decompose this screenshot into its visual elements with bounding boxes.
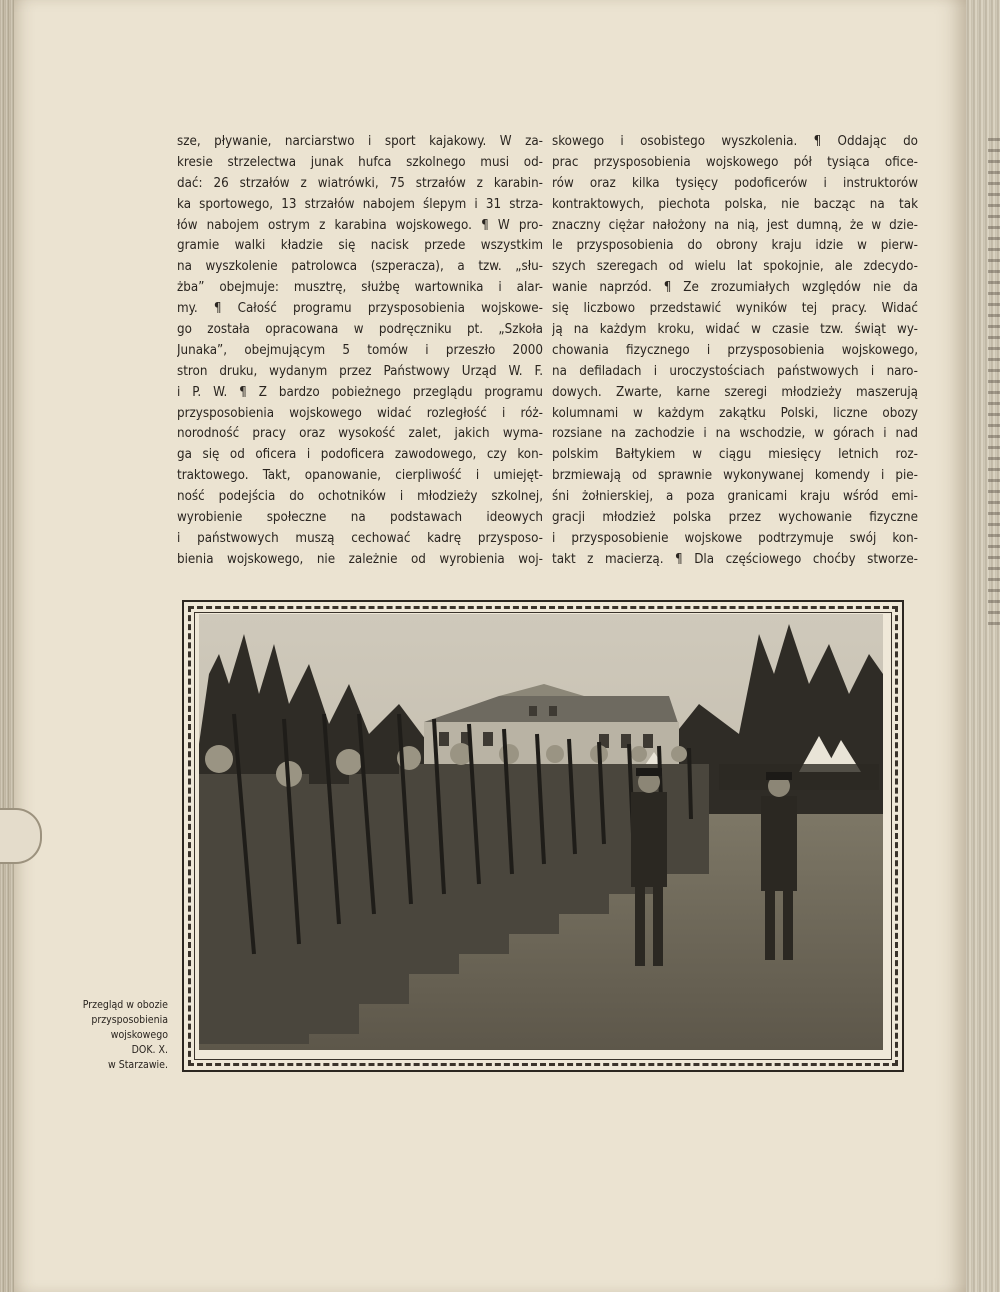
text-line: norodność pracy oraz wysokość zalet, jakich wyma- [177,426,543,442]
text-line: znaczny ciężar nałożony na nią, jest dumną, że w dzie- [552,217,918,233]
text-line: my. ¶ Całość programu przysposobienia wojskowe- [177,301,543,317]
text-line: chowania fizycznego i przysposobienia wojskowego, [552,342,918,358]
text-line: stron druku, wydanym przez Państwowy Urząd W. F. [177,363,543,379]
photo-caption [72,998,168,1073]
right-text-column [552,132,918,571]
text-line: na wyszkolenie patrolowca (szperacza), a tzw. „słu- [177,259,543,275]
text-line: wyrobienie społeczne na podstawach ideowych [177,510,543,526]
next-page-bleed [988,130,1000,630]
text-line: i P. W. ¶ Z bardzo pobieżnego przeglądu programu [177,384,543,400]
text-line: le przysposobienia do obrony kraju idzie w pierw- [552,238,918,254]
text-line: ność podejścia do ochotników i młodzieży szkolnej, [177,489,543,505]
text-line: gramie walki kładzie się nacisk przede wszystkim [177,238,543,254]
text-line: rów oraz kilka tysięcy podoficerów i instruktorów [552,175,918,191]
text-line: dowych. Zwarte, karne szeregi młodzieży maszerują [552,384,918,400]
text-line: szych szeregach od wielu lat spokojnie, ale zdecydo- [552,259,918,275]
text-line: traktowego. Takt, opanowanie, cierpliwość i umiejęt- [177,468,543,484]
text-line: żba” obejmuje: musztrę, służbę wartownika i alar- [177,280,543,296]
caption-line: Przegląd w obozie [82,999,168,1011]
text-line: śni żołnierskiej, a poza granicami kraju wśród emi- [552,489,918,505]
text-line: ka sportowego, 13 strzałów nabojem ślepym i 31 strza- [177,196,543,212]
text-line: kresie strzelectwa junak hufca szkolnego musi od- [177,154,543,170]
text-line: kontraktowych, piechota polska, nie bacząc na tak [552,196,918,212]
text-line: i państwowych muszą cechować kadrę przysposo- [177,530,543,546]
left-text-column [177,132,543,571]
photo-illustration [199,614,883,1050]
text-line: bienia wojskowego, nie zależnie od wyrobienia woj- [177,551,543,567]
text-line: i przysposobienie wojskowe podtrzymuje swój kon- [552,530,918,546]
text-line: go została opracowana w podręczniku pt. „Szkoła [177,322,543,338]
text-line: kolumnami w każdym zakątku Polski, liczne obozy [552,405,918,421]
text-line: łów nabojem ostrym z karabina wojskowego. ¶ W pro- [177,217,543,233]
text-line: prac przysposobienia wojskowego pół tysiąca ofice- [552,154,918,170]
text-line: przysposobienia wojskowego widać rozległość i róż- [177,405,543,421]
text-line: ją na każdym kroku, widać w czasie tzw. świąt wy- [552,322,918,338]
text-line: takt z macierzą. ¶ Dla częściowego choćby stworze- [552,551,918,567]
text-line: polskim Bałtykiem w ciągu miesięcy letnich roz- [552,447,918,463]
distant-crowd [719,764,879,790]
caption-line: DOK. X. [131,1044,168,1056]
text-line: ga się od oficera i podoficera zawodowego, czy kon- [177,447,543,463]
caption-line: wojskowego [110,1029,168,1041]
military-review-photo [199,614,883,1050]
text-line: sze, pływanie, narciarstwo i sport kajakowy. W za- [177,134,543,149]
text-line: skowego i osobistego wyszkolenia. ¶ Oddając do [552,134,918,149]
text-line: na defiladach i uroczystościach państwowych i naro- [552,363,918,379]
text-line: dać: 26 strzałów z wiatrówki, 75 strzałów z karabin- [177,175,543,191]
text-line: gracji młodzież polska przez wychowanie fizyczne [552,510,918,526]
text-line: brzmiewają od sprawnie wykonywanej komendy i pie- [552,468,918,484]
text-line: wanie naprzód. ¶ Ze zrozumiałych względów nie da [552,280,918,296]
caption-line: przysposobienia [91,1014,168,1026]
text-line: rozsiane na zachodzie i na wschodzie, w górach i nad [552,426,918,442]
text-line: Junaka”, obejmującym 5 tomów i przeszło 2000 [177,342,543,358]
caption-line: w Starzawie. [107,1059,168,1071]
text-line: się liczbowo przedstawić wyników tej pracy. Widać [552,301,918,317]
